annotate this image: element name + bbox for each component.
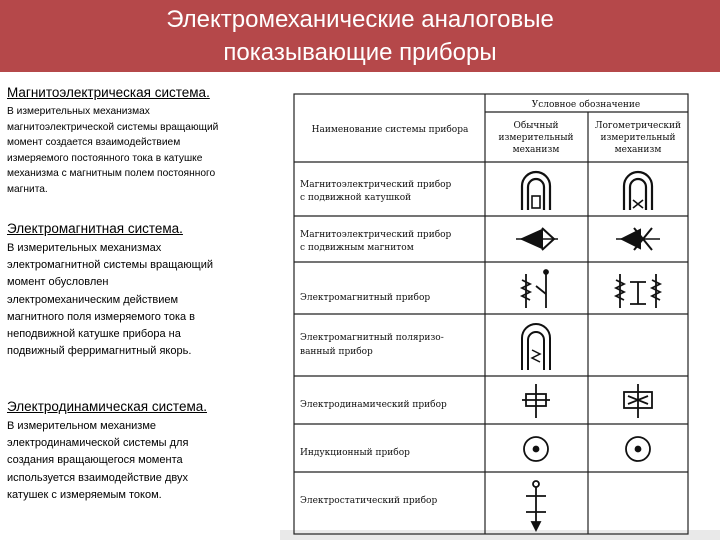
body-line: катушек с измеряемым током. xyxy=(7,488,162,501)
row-name-3: Электромагнитный прибор xyxy=(300,293,431,303)
body-line: электродинамической системы для xyxy=(7,437,189,450)
column-header-ordinary-3: механизм xyxy=(512,145,560,155)
body-line: В измерительных механизмах xyxy=(7,242,162,254)
section-magnetoelectric xyxy=(7,84,218,198)
column-header-logometer-3: механизм xyxy=(614,145,662,155)
page-title xyxy=(0,3,720,69)
row-name-5: Электродинамический прибор xyxy=(300,400,447,410)
body-line: механизма с магнитным полем постоянного xyxy=(7,168,216,180)
section-body xyxy=(7,418,207,504)
body-line: электромеханическим действием xyxy=(7,293,179,306)
symbol-table xyxy=(290,82,716,538)
body-line: магнита. xyxy=(7,183,48,195)
moving-coil-magnetoelectric-icon xyxy=(522,172,550,210)
polarized-electromagnetic-icon xyxy=(522,324,550,370)
body-line: создания вращающегося момента xyxy=(7,454,183,467)
body-line: В измерительных механизмах xyxy=(7,106,150,117)
column-header-ordinary-1: Обычный xyxy=(513,121,559,131)
body-line: В измерительном механизме xyxy=(7,420,157,432)
section-title: Электродинамическая система. xyxy=(7,399,207,414)
symbol-table-graphic xyxy=(290,82,716,538)
body-line: электромагнитной системы вращающий xyxy=(7,259,213,272)
moving-magnet-icon xyxy=(516,228,558,250)
electrodynamic-logometer-icon xyxy=(624,384,652,418)
body-line: момент создается взаимодействием xyxy=(7,137,181,149)
table-grid xyxy=(294,94,688,534)
section-electromagnetic xyxy=(7,220,213,360)
section-title: Электромагнитная система. xyxy=(7,221,183,236)
row-name-4a: Электромагнитный поляризо- xyxy=(300,333,444,343)
body-line: используется взаимодействие двух xyxy=(7,471,188,484)
electromagnetic-logometer-icon xyxy=(616,274,660,308)
column-header-logometer-1: Логометрический xyxy=(594,121,682,131)
induction-icon xyxy=(524,437,548,461)
column-header-name: Наименование системы прибора xyxy=(311,125,469,135)
body-line: момент обусловлен xyxy=(7,276,109,289)
section-electrodynamic xyxy=(7,398,207,504)
moving-coil-logometer-icon xyxy=(624,172,652,210)
induction-logometer-icon xyxy=(626,437,650,461)
body-line: магнитоэлектрической системы вращающий xyxy=(7,121,219,133)
row-name-2b: с подвижным магнитом xyxy=(300,243,414,253)
column-header-ordinary-2: измерительный xyxy=(498,133,574,143)
body-line: магнитного поля измеряемого тока в xyxy=(7,310,196,323)
row-name-4b: ванный прибор xyxy=(300,347,373,357)
electrodynamic-icon xyxy=(522,384,550,418)
section-title: Магнитоэлектрическая система. xyxy=(7,85,210,100)
row-name-1a: Магнитоэлектрический прибор xyxy=(300,180,452,190)
body-line: подвижный ферримагнитный якорь. xyxy=(7,345,192,358)
row-name-6: Индукционный прибор xyxy=(300,448,410,458)
row-name-2a: Магнитоэлектрический прибор xyxy=(300,230,452,240)
electrostatic-icon xyxy=(526,481,546,530)
section-body xyxy=(7,240,213,360)
section-body xyxy=(7,104,218,198)
group-header: Условное обозначение xyxy=(531,100,641,110)
body-line: измеряемого постоянного тока в катушке xyxy=(7,152,203,164)
page-title-line-1: Электромеханические аналоговые xyxy=(166,6,554,33)
page-title-line-2: показывающие приборы xyxy=(223,39,497,66)
moving-magnet-logometer-icon xyxy=(616,228,660,250)
column-header-logometer-2: измерительный xyxy=(600,133,676,143)
title-banner xyxy=(0,0,720,72)
body-line: неподвижной катушке прибора на xyxy=(7,328,181,341)
row-name-1b: с подвижной катушкой xyxy=(300,193,412,203)
electromagnetic-icon xyxy=(522,270,548,308)
row-name-7: Электростатический прибор xyxy=(300,496,438,506)
